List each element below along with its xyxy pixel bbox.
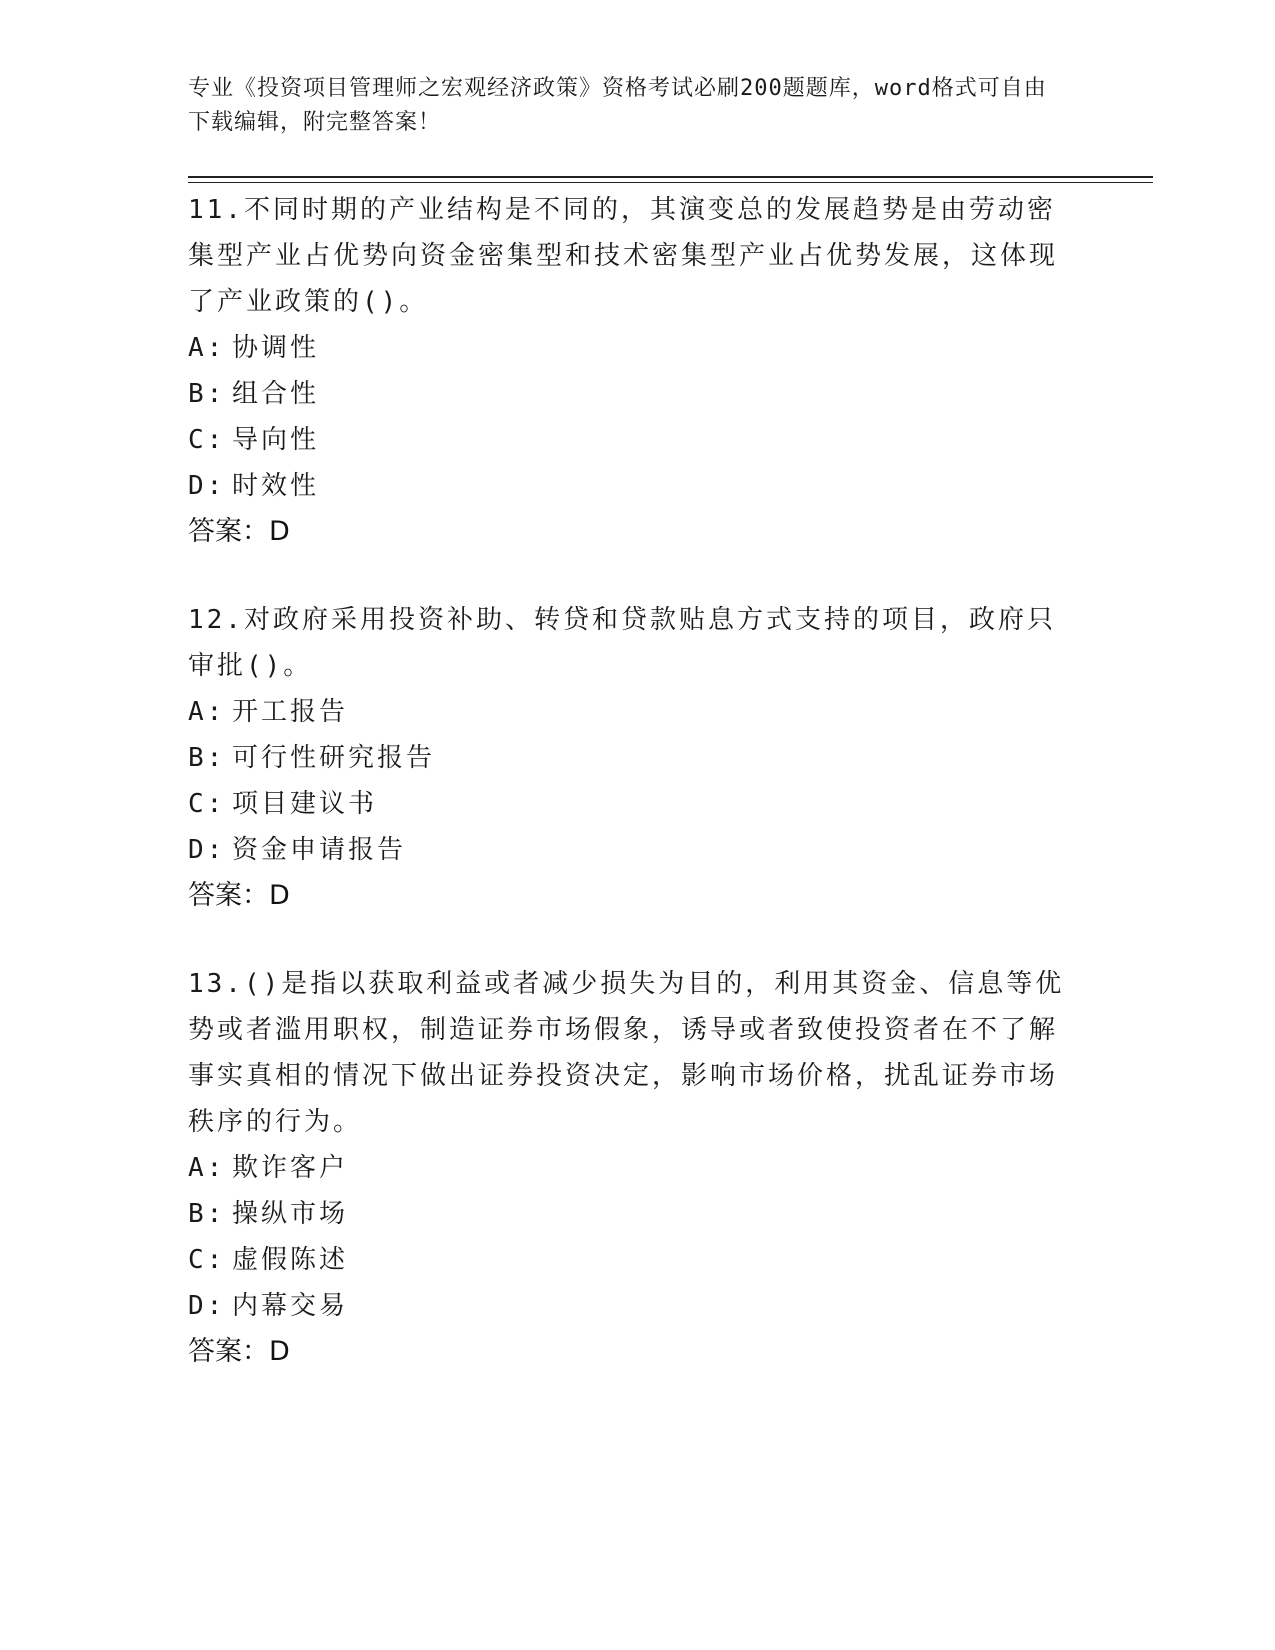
option-a [188,325,1068,371]
option-text: 资金申请报告 [232,835,407,865]
option-text: 导向性 [232,425,320,455]
option-c [188,417,1068,463]
option-key: D: [188,1291,226,1321]
option-text: 协调性 [232,333,320,363]
option-d [188,463,1068,509]
option-text: 可行性研究报告 [232,743,436,773]
option-text: 开工报告 [232,697,349,727]
option-text: 内幕交易 [232,1291,349,1321]
option-key: A: [188,1153,226,1183]
option-key: B: [188,743,226,773]
option-key: B: [188,379,226,409]
answer-line: 答案：D [188,516,290,547]
option-text: 项目建议书 [232,789,378,819]
option-b [188,735,1068,781]
option-a [188,689,1068,735]
option-key: D: [188,835,226,865]
option-text: 时效性 [232,471,320,501]
header-divider-thick [188,176,1153,178]
option-text: 欺诈客户 [232,1153,349,1183]
option-a [188,1145,1068,1191]
option-text: 虚假陈述 [232,1245,349,1275]
option-c [188,1237,1068,1283]
option-key: C: [188,1245,226,1275]
option-c [188,781,1068,827]
option-key: C: [188,789,226,819]
header-divider-thin [188,182,1153,183]
option-key: A: [188,333,226,363]
question-11 [188,187,1068,555]
option-d [188,827,1068,873]
option-text: 组合性 [232,379,320,409]
question-stem: 12.对政府采用投资补助、转贷和贷款贴息方式支持的项目，政府只审批()。 [188,605,1056,681]
option-key: B: [188,1199,226,1229]
question-stem: 13.()是指以获取利益或者减少损失为目的，利用其资金、信息等优势或者滥用职权，制造证券市场假象，诱导或者致使投资者在不了解事实真相的情况下做出证券投资决定，影响市场价格，扰乱证券市场秩序的行为。 [188,969,1065,1137]
question-stem: 11.不同时期的产业结构是不同的，其演变总的发展趋势是由劳动密集型产业占优势向资金密集型和技术密集型产业占优势发展，这体现了产业政策的()。 [188,195,1059,317]
answer-line: 答案：D [188,880,290,911]
option-d [188,1283,1068,1329]
option-b [188,371,1068,417]
document-header: 专业《投资项目管理师之宏观经济政策》资格考试必刷200题题库，word格式可自由下载编辑，附完整答案！ [188,76,1047,135]
question-13 [188,961,1068,1375]
option-key: A: [188,697,226,727]
question-12 [188,597,1068,919]
option-b [188,1191,1068,1237]
answer-line: 答案：D [188,1336,290,1367]
option-key: D: [188,471,226,501]
option-key: C: [188,425,226,455]
option-text: 操纵市场 [232,1199,349,1229]
